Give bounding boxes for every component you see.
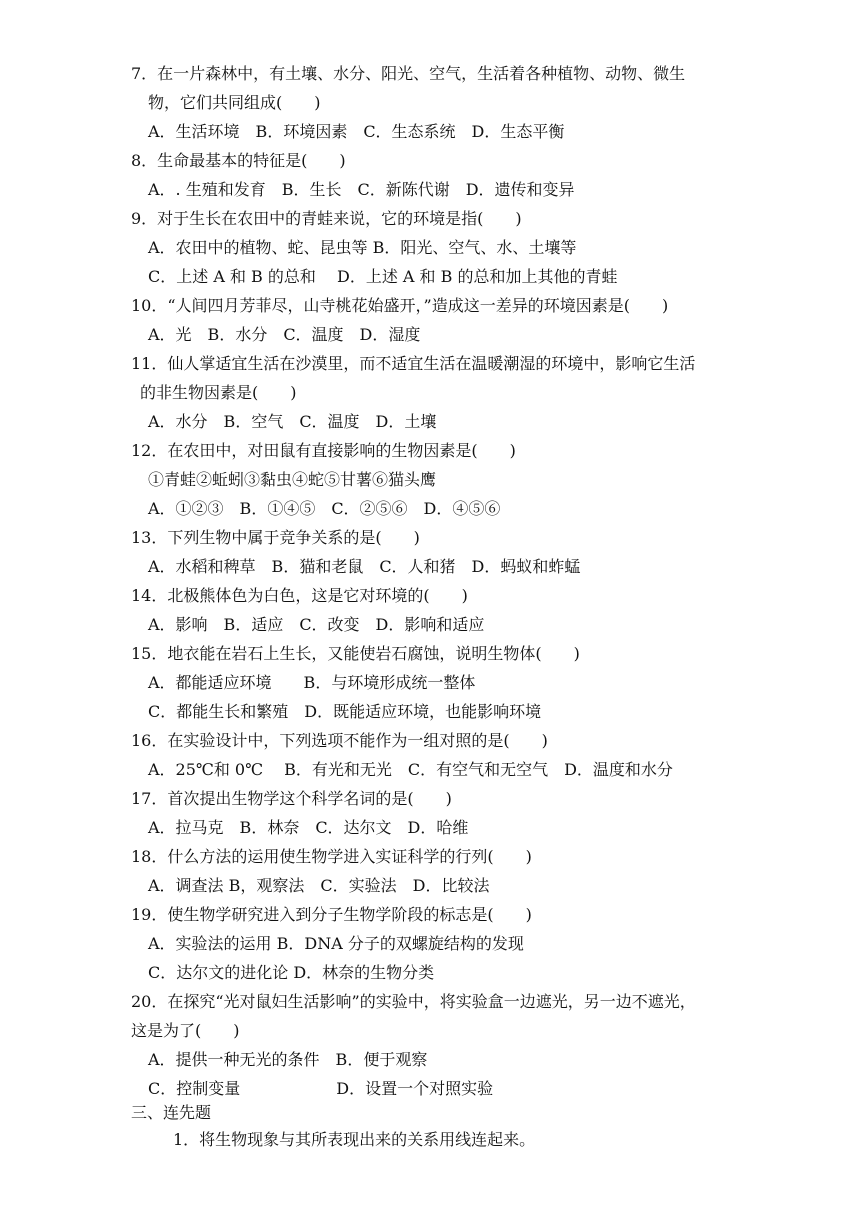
question-14-stem: 14．北极熊体色为白色，这是它对环境的( ) <box>131 586 468 605</box>
question-17-options: A．拉马克 B．林奈 C．达尔文 D．哈维 <box>148 818 469 837</box>
question-8-options: A．. 生殖和发育 B．生长 C．新陈代谢 D．遗传和变异 <box>148 180 575 199</box>
question-7-options: A．生活环境 B．环境因素 C．生态系统 D．生态平衡 <box>148 122 565 141</box>
question-15-stem: 15．地衣能在岩石上生长，又能使岩石腐蚀，说明生物体( ) <box>131 644 580 663</box>
question-17-stem: 17．首次提出生物学这个科学名词的是( ) <box>131 789 452 808</box>
question-10-stem: 10．“人间四月芳菲尽，山寺桃花始盛开，”造成这一差异的环境因素是( ) <box>131 296 669 315</box>
question-10-options: A．光 B．水分 C．温度 D．湿度 <box>148 325 421 344</box>
question-7-stem-cont: 物，它们共同组成( ) <box>148 93 321 112</box>
question-9-options-ab: A．农田中的植物、蛇、昆虫等 B．阳光、空气、水、土壤等 <box>148 238 577 257</box>
question-13-stem: 13．下列生物中属于竞争关系的是( ) <box>131 528 420 547</box>
question-7-stem: 7．在一片森林中，有土壤、水分、阳光、空气，生活着各种植物、动物、微生 <box>131 64 686 83</box>
question-12-options: A．①②③ B．①④⑤ C．②⑤⑥ D．④⑤⑥ <box>148 499 501 518</box>
question-18-stem: 18．什么方法的运用使生物学进入实证科学的行列( ) <box>131 847 532 866</box>
question-11-stem-cont: 的非生物因素是( ) <box>140 383 297 402</box>
question-12-stem: 12．在农田中，对田鼠有直接影响的生物因素是( ) <box>131 441 516 460</box>
question-20-options-cd: C．控制变量 D．设置一个对照实验 <box>148 1079 494 1098</box>
question-18-options: A．调查法 B，观察法 C．实验法 D．比较法 <box>148 876 490 895</box>
question-19-options-cd: C．达尔文的进化论 D．林奈的生物分类 <box>148 963 435 982</box>
question-11-stem: 11．仙人掌适宜生活在沙漠里，而不适宜生活在温暖潮湿的环境中，影响它生活 <box>131 354 696 373</box>
question-15-options-cd: C．都能生长和繁殖 D．既能适应环境，也能影响环境 <box>148 702 542 721</box>
question-16-stem: 16．在实验设计中，下列选项不能作为一组对照的是( ) <box>131 731 548 750</box>
question-19-options-ab: A．实验法的运用 B．DNA 分子的双螺旋结构的发现 <box>148 934 524 953</box>
question-19-stem: 19．使生物学研究进入到分子生物学阶段的标志是( ) <box>131 905 532 924</box>
question-11-options: A．水分 B．空气 C．温度 D．土壤 <box>148 412 437 431</box>
question-13-options: A．水稻和稗草 B．猫和老鼠 C．人和猪 D．蚂蚁和蚱蜢 <box>148 557 581 576</box>
question-20-stem: 20．在探究“光对鼠妇生活影响”的实验中，将实验盒一边遮光，另一边不遮光， <box>131 992 696 1011</box>
question-20-stem-cont: 这是为了( ) <box>131 1021 240 1040</box>
question-20-options-ab: A．提供一种无光的条件 B．便于观察 <box>148 1050 428 1069</box>
question-9-stem: 9．对于生长在农田中的青蛙来说，它的环境是指( ) <box>131 209 522 228</box>
question-14-options: A．影响 B．适应 C．改变 D．影响和适应 <box>148 615 485 634</box>
section-3-heading: 三、连先题 <box>131 1103 212 1122</box>
section-3-question-1: 1．将生物现象与其所表现出来的关系用线连起来。 <box>173 1130 536 1149</box>
question-16-options: A．25℃和 0℃ B．有光和无光 C．有空气和无空气 D．温度和水分 <box>148 760 673 779</box>
question-12-items: ①青蛙②蚯蚓③黏虫④蛇⑤甘薯⑥猫头鹰 <box>148 470 437 489</box>
question-15-options-ab: A．都能适应环境 B．与环境形成统一整体 <box>148 673 476 692</box>
question-8-stem: 8．生命最基本的特征是( ) <box>131 151 346 170</box>
question-9-options-cd: C．上述 A 和 B 的总和 D．上述 A 和 B 的总和加上其他的青蛙 <box>148 267 618 286</box>
